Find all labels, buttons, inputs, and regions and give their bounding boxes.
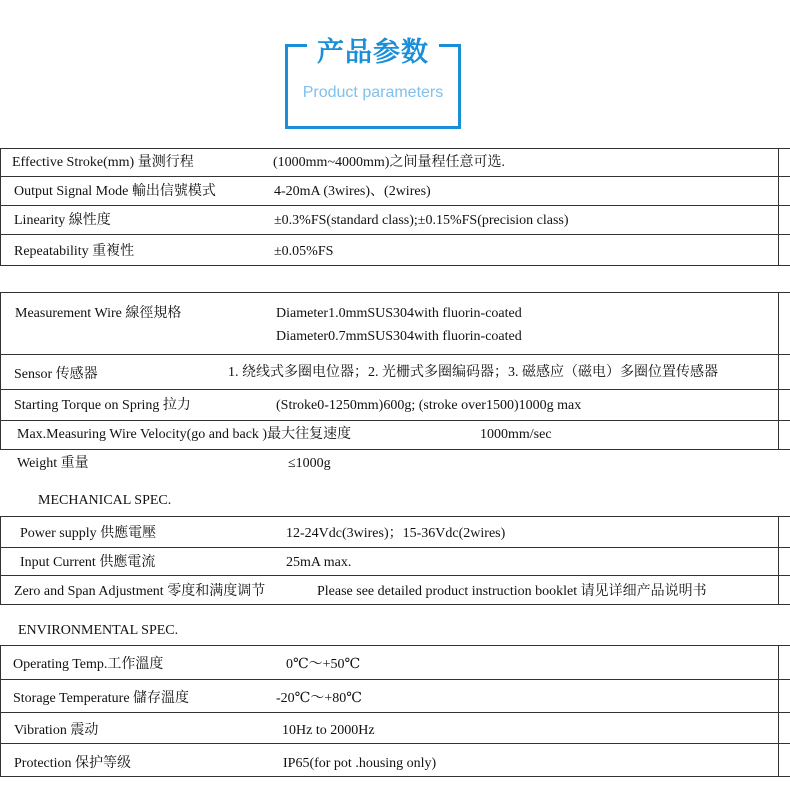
spec-label-current: Input Current 供應電流 <box>20 555 156 570</box>
divider <box>0 679 790 680</box>
table-border-left <box>0 516 1 604</box>
table-border-right <box>778 292 779 449</box>
spec-value-power: 12-24Vdc(3wires)；15-36Vdc(2wires) <box>286 526 506 541</box>
page-title: 产品参数 <box>317 37 429 68</box>
spec-value-linearity: ±0.3%FS(standard class);±0.15%FS(precision class) <box>274 213 569 228</box>
spec-label-torque: Starting Torque on Spring 拉力 <box>14 398 191 413</box>
divider <box>0 645 790 646</box>
spec-value-repeatability: ±0.05%FS <box>274 244 334 259</box>
table-border-left <box>0 292 1 449</box>
spec-value-storage-temp: -20℃～+80℃ <box>276 691 362 706</box>
divider <box>0 516 790 517</box>
table-border-left <box>0 645 1 776</box>
divider <box>0 265 790 266</box>
table-border-right <box>778 516 779 604</box>
divider <box>0 449 790 450</box>
spec-value-protection: IP65(for pot .housing only) <box>283 756 437 771</box>
divider <box>0 547 790 548</box>
table-border-right <box>778 645 779 776</box>
spec-label-stroke: Effective Stroke(mm) 量测行程 <box>12 155 194 170</box>
table-border-right <box>778 148 779 265</box>
divider <box>0 389 790 390</box>
divider <box>0 420 790 421</box>
spec-label-power: Power supply 供應電壓 <box>20 526 157 541</box>
divider <box>0 743 790 744</box>
divider <box>0 354 790 355</box>
divider <box>0 712 790 713</box>
spec-value-torque: (Stroke0-1250mm)600g; (stroke over1500)1000g max <box>276 398 582 413</box>
spec-value-operating-temp: 0℃～+50℃ <box>286 657 361 672</box>
divider <box>0 575 790 576</box>
divider <box>0 234 790 235</box>
divider <box>0 205 790 206</box>
section-heading-environmental: ENVIRONMENTAL SPEC. <box>18 623 179 638</box>
spec-value-current: 25mA max. <box>286 555 352 570</box>
divider <box>0 148 790 149</box>
spec-value-velocity: 1000mm/sec <box>480 427 552 442</box>
divider <box>0 176 790 177</box>
spec-value-weight: ≤1000g <box>288 456 331 471</box>
divider <box>0 604 790 605</box>
spec-label-operating-temp: Operating Temp.工作溫度 <box>13 657 164 672</box>
spec-value-sensor: 1. 绕线式多圈电位器；2. 光栅式多圈编码器；3. 磁感应（磁电）多圈位置传感器 <box>228 365 718 380</box>
spec-label-zero-span: Zero and Span Adjustment 零度和满度调节 <box>14 584 266 599</box>
spec-label-protection: Protection 保护等级 <box>14 756 132 771</box>
page-subtitle: Product parameters <box>302 84 444 101</box>
spec-label-weight: Weight 重量 <box>17 456 89 471</box>
spec-value-output: 4-20mA (3wires)、(2wires) <box>274 184 431 199</box>
divider <box>0 776 790 777</box>
spec-label-storage-temp: Storage Temperature 儲存溫度 <box>13 691 190 706</box>
spec-label-vibration: Vibration 震动 <box>14 723 99 738</box>
spec-value-zero-span: Please see detailed product instruction booklet 请见详细产品说明书 <box>317 584 707 599</box>
spec-label-repeatability: Repeatability 重複性 <box>14 244 135 259</box>
spec-value-stroke: (1000mm~4000mm)之间量程任意可选. <box>273 155 505 170</box>
section-heading-mechanical: MECHANICAL SPEC. <box>38 493 172 508</box>
spec-value-wire-2: Diameter0.7mmSUS304with fluorin-coated <box>276 329 522 344</box>
divider <box>0 292 790 293</box>
spec-value-vibration: 10Hz to 2000Hz <box>282 723 375 738</box>
spec-value-wire-1: Diameter1.0mmSUS304with fluorin-coated <box>276 306 522 321</box>
spec-label-output: Output Signal Mode 輸出信號模式 <box>14 184 216 199</box>
spec-label-wire: Measurement Wire 線徑規格 <box>15 306 182 321</box>
spec-label-sensor: Sensor 传感器 <box>14 367 98 382</box>
spec-label-velocity: Max.Measuring Wire Velocity(go and back )最大往复速度 <box>17 427 352 442</box>
spec-label-linearity: Linearity 線性度 <box>14 213 111 228</box>
table-border-left <box>0 148 1 265</box>
